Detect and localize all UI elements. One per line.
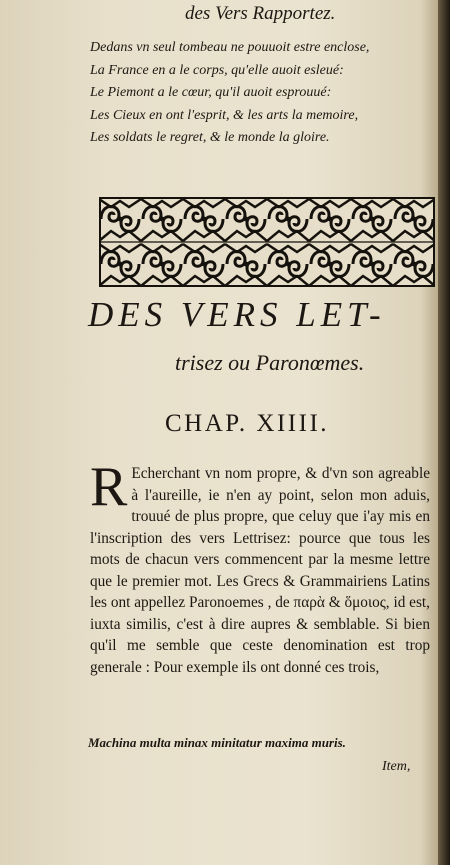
- book-edge: [438, 0, 450, 865]
- drop-initial: R: [90, 456, 128, 518]
- chapter-title: DES VERS LET-: [88, 295, 386, 334]
- ornamental-headpiece: [99, 197, 435, 287]
- verse-line: Le Piemont a le cœur, qu'il auoit esprouué:: [90, 85, 332, 101]
- chapter-number: CHAP. XIIII.: [165, 410, 330, 437]
- verse-line: La France en a le corps, qu'elle auoit esleué:: [90, 62, 344, 78]
- running-head: des Vers Rapportez.: [185, 3, 336, 24]
- verse-line: Dedans vn seul tombeau ne pouuoit estre enclose,: [90, 40, 370, 55]
- chapter-subtitle: trisez ou Paronœmes.: [175, 350, 365, 375]
- verse-line: Les soldats le regret, & le monde la gloire.: [90, 130, 330, 146]
- verse-block: [90, 37, 430, 150]
- body-text: Echerchant vn nom propre, & d'vn son agreable à l'aureille, ie n'en ay point, selon mon aduis, trouué de plus propre, que celuy que i'ay mis en l'inscription des vers Lettrisez: pource que tous les mots de chacun vers commencent par la mesme lettre que le premier mot. Les Grecs & Grammairiens Latins les ont appellez Paronoemes , de παρὰ & ὅμοιος, id est, iuxta similis, c'est à dire aupres & semblable. Si bien qu'il me semble que ceste denomination est trop generale : Pour exemple ils ont donné ces trois,: [90, 465, 430, 676]
- example-verse: Machina multa minax minitatur maxima muris.: [88, 735, 346, 750]
- catchword: Item,: [382, 759, 411, 774]
- body-paragraph: [90, 456, 430, 678]
- verse-line: Les Cieux en ont l'esprit, & les arts la memoire,: [90, 107, 359, 123]
